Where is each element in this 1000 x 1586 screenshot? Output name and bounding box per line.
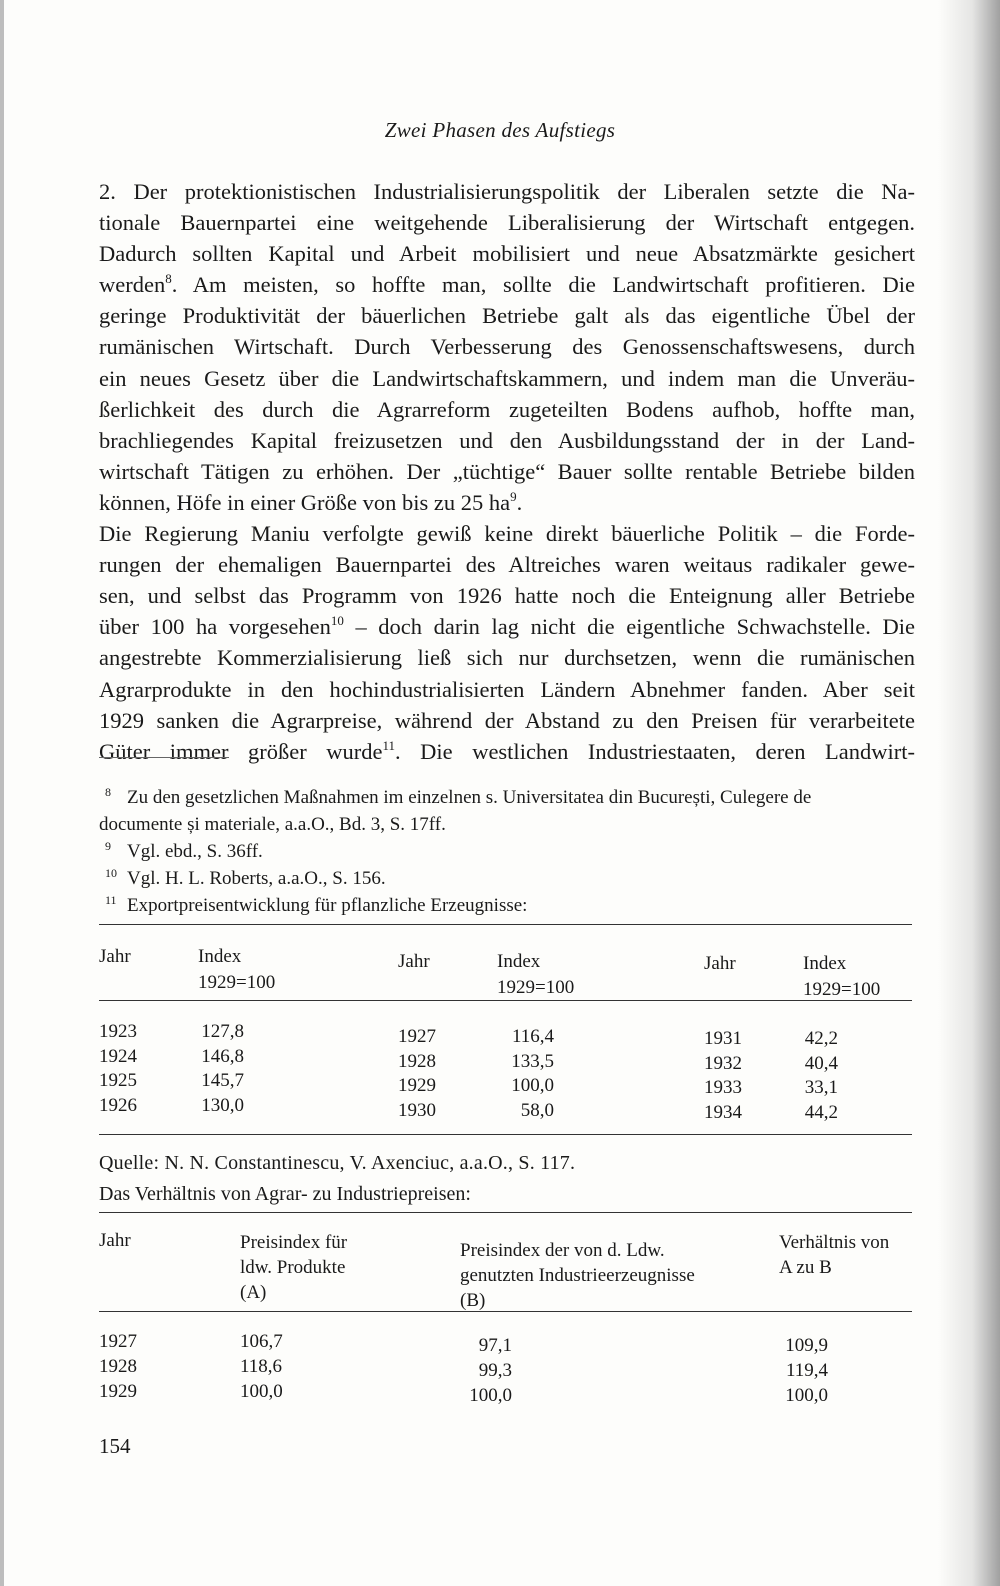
table-cell: 100,0: [469, 1385, 512, 1406]
footnote-text: Vgl. H. L. Roberts, a.a.O., S. 156.: [127, 868, 386, 889]
footnote-ref: 9: [510, 488, 517, 504]
table-cell: 106,7: [240, 1331, 283, 1352]
book-gutter-shadow: [938, 0, 1000, 1586]
footnote-ref: 11: [382, 737, 396, 753]
text-line: Güter immer größer wurde$^{11}$. Die westlichen Industriestaaten, deren Landwirt-: [99, 737, 915, 764]
table-rule: [99, 1134, 912, 1135]
footnote-text: Vgl. ebd., S. 36ff.: [127, 841, 263, 862]
footnote-number: 9: [105, 839, 111, 853]
table-cell-year: 1933: [704, 1077, 742, 1098]
text-line: ßerlichkeit des durch die Agrarreform zugeteilten Bodens aufhob, hoffte man,: [99, 396, 915, 422]
table-cell-index: 133,5: [511, 1050, 554, 1072]
table-cell-index: 33,1: [804, 1077, 838, 1098]
table-cell-index: 44,2: [804, 1101, 838, 1123]
footnote: [99, 784, 919, 811]
table-cell-year: 1932: [704, 1052, 742, 1074]
table-cell-year: 1929: [398, 1075, 436, 1096]
table-cell: 118,6: [240, 1356, 283, 1377]
footnote: [99, 892, 919, 919]
column-header-year: Jahr: [99, 946, 131, 967]
text-line: rungen der ehemaligen Bauernpartei des Altreiches waren weitaus radikaler gewe-: [99, 552, 915, 578]
text-line: rumänischen Wirtschaft. Durch Verbesserung des Genossenschaftswesens, durch: [99, 334, 915, 360]
column-header-year: Jahr: [704, 953, 736, 974]
table-cell: 109,9: [785, 1335, 828, 1356]
column-header-b: (B): [460, 1290, 486, 1311]
text-line: werden$^8$. Am meisten, so hoffte man, sollte die Landwirtschaft profitieren. Die: [99, 271, 915, 298]
table-rule: [99, 1000, 912, 1001]
text-line: über 100 ha vorgesehen$^{10}$ – doch darin lag nicht die eigentliche Schwachstelle. Die: [99, 613, 915, 640]
table-cell-index: 145,7: [201, 1070, 244, 1091]
table-source: Quelle: N. N. Constantinescu, V. Axenciuc, a.a.O., S. 117.: [99, 1152, 576, 1174]
footnote-text: Exportpreisentwicklung für pflanzliche Erzeugnisse:: [127, 895, 528, 916]
running-head: Zwei Phasen des Aufstiegs: [384, 118, 616, 142]
table-cell-year: 1925: [99, 1070, 137, 1091]
table-cell-index: 40,4: [804, 1052, 838, 1074]
footnote-separator: [99, 757, 229, 758]
table-cell-year: 1927: [398, 1026, 436, 1047]
table-cell-index: 58,0: [520, 1099, 554, 1121]
footnote: [99, 865, 919, 892]
table-caption: Das Verhältnis von Agrar- zu Industriepreisen:: [99, 1183, 471, 1205]
footnote: [99, 838, 919, 865]
table-cell-year: 1928: [398, 1050, 436, 1072]
column-header-ratio: Verhältnis von: [779, 1232, 890, 1253]
text-line: Dadurch sollten Kapital und Arbeit mobilisiert und neue Absatzmärkte gesichert: [99, 241, 915, 267]
table-cell: 100,0: [240, 1381, 283, 1402]
footnote-ref: 8: [165, 271, 172, 287]
column-header-index: Index: [497, 951, 541, 972]
paragraph: [99, 176, 915, 518]
text-line: geringe Produktivität der bäuerlichen Betriebe galt als das eigentliche Übel der: [99, 303, 915, 329]
table-rule: [99, 1212, 912, 1213]
text-line: 1929 sanken die Agrarpreise, während der Abstand zu den Preisen für verarbeitete: [99, 707, 915, 733]
table-cell: 119,4: [785, 1360, 828, 1381]
text-line: sen, und selbst das Programm von 1926 hatte noch die Enteignung aller Betriebe: [99, 583, 915, 609]
footnote-ref: 10: [330, 613, 344, 629]
table-cell-index: 127,8: [201, 1021, 244, 1042]
table-cell-index: 130,0: [201, 1094, 244, 1116]
footnote-text: Zu den gesetzlichen Maßnahmen im einzelnen s. Universitatea din București, Culegere de: [127, 787, 812, 808]
column-header-base: 1929=100: [497, 977, 575, 998]
footnote-number: 8: [105, 785, 111, 799]
paragraph: [99, 518, 915, 767]
text-line: angestrebte Kommerzialisierung ließ sich nur durchsetzen, wenn die rumänischen: [99, 645, 915, 671]
table-rule: [99, 924, 912, 925]
table-cell: 100,0: [785, 1385, 828, 1406]
footnote-text: documente și materiale, a.a.O., Bd. 3, S. 17ff.: [99, 814, 446, 835]
column-header-base: 1929=100: [198, 972, 276, 993]
footnote: [99, 811, 919, 838]
text-line: Agrarprodukte in den hochindustrialisierten Ländern Abnehmer fanden. Aber seit: [99, 676, 915, 702]
table-cell-year: 1926: [99, 1094, 137, 1116]
table-rule: [99, 1311, 912, 1312]
table-cell-index: 100,0: [511, 1075, 554, 1096]
table-cell-year: 1934: [704, 1101, 742, 1123]
table-cell-year: 1923: [99, 1021, 137, 1042]
text-line: tionale Bauernpartei eine weitgehende Liberalisierung der Wirtschaft entgegen.: [99, 210, 915, 236]
text-line: brachliegendes Kapital freizusetzen und den Ausbildungsstand der in der Land-: [99, 427, 915, 453]
body-text: [99, 176, 915, 767]
table-cell-year: 1924: [99, 1045, 137, 1067]
column-header-b: genutzten Industrieerzeugnisse: [460, 1265, 695, 1286]
text-line: wirtschaft Tätigen zu erhöhen. Der „tüchtige“ Bauer sollte rentable Betriebe bilden: [99, 458, 915, 484]
column-header-year: Jahr: [398, 951, 430, 972]
page-number: 154: [99, 1434, 131, 1458]
table-cell-index: 42,2: [804, 1028, 838, 1049]
column-header-a: Preisindex für: [240, 1232, 348, 1253]
table-cell: 97,1: [478, 1335, 512, 1356]
column-header-index: Index: [803, 953, 847, 974]
table-cell-year: 1930: [398, 1099, 436, 1121]
footnote-number: 10: [105, 866, 117, 880]
column-header-base: 1929=100: [803, 979, 881, 1000]
column-header-b: Preisindex der von d. Ldw.: [460, 1240, 665, 1261]
page-edge: [0, 0, 4, 1586]
table-cell: 1929: [99, 1381, 137, 1402]
table-cell: 99,3: [478, 1360, 512, 1381]
table-cell-year: 1931: [704, 1028, 742, 1049]
text-line: Die Regierung Maniu verfolgte gewiß keine direkt bäuerliche Politik – die Forde-: [99, 521, 915, 547]
text-line: können, Höfe in einer Größe von bis zu 25 $ha^9$.: [99, 488, 523, 515]
table-cell-index: 146,8: [201, 1045, 244, 1067]
column-header-a: ldw. Produkte: [240, 1257, 346, 1278]
text-line: 2. Der protektionistischen Industrialisierungspolitik der Liberalen setzte die Na-: [99, 179, 915, 204]
text-line: ein neues Gesetz über die Landwirtschaftskammern, und indem man die Unveräu-: [99, 365, 915, 391]
column-header-index: Index: [198, 946, 242, 967]
table-cell: 1928: [99, 1356, 137, 1377]
table-cell-index: 116,4: [511, 1026, 554, 1047]
footnotes: [99, 784, 919, 919]
footnote-number: 11: [105, 893, 117, 907]
table-cell: 1927: [99, 1331, 137, 1352]
column-header-ratio: A zu B: [779, 1257, 832, 1278]
column-header-year: Jahr: [99, 1230, 131, 1251]
column-header-a: (A): [240, 1282, 267, 1303]
